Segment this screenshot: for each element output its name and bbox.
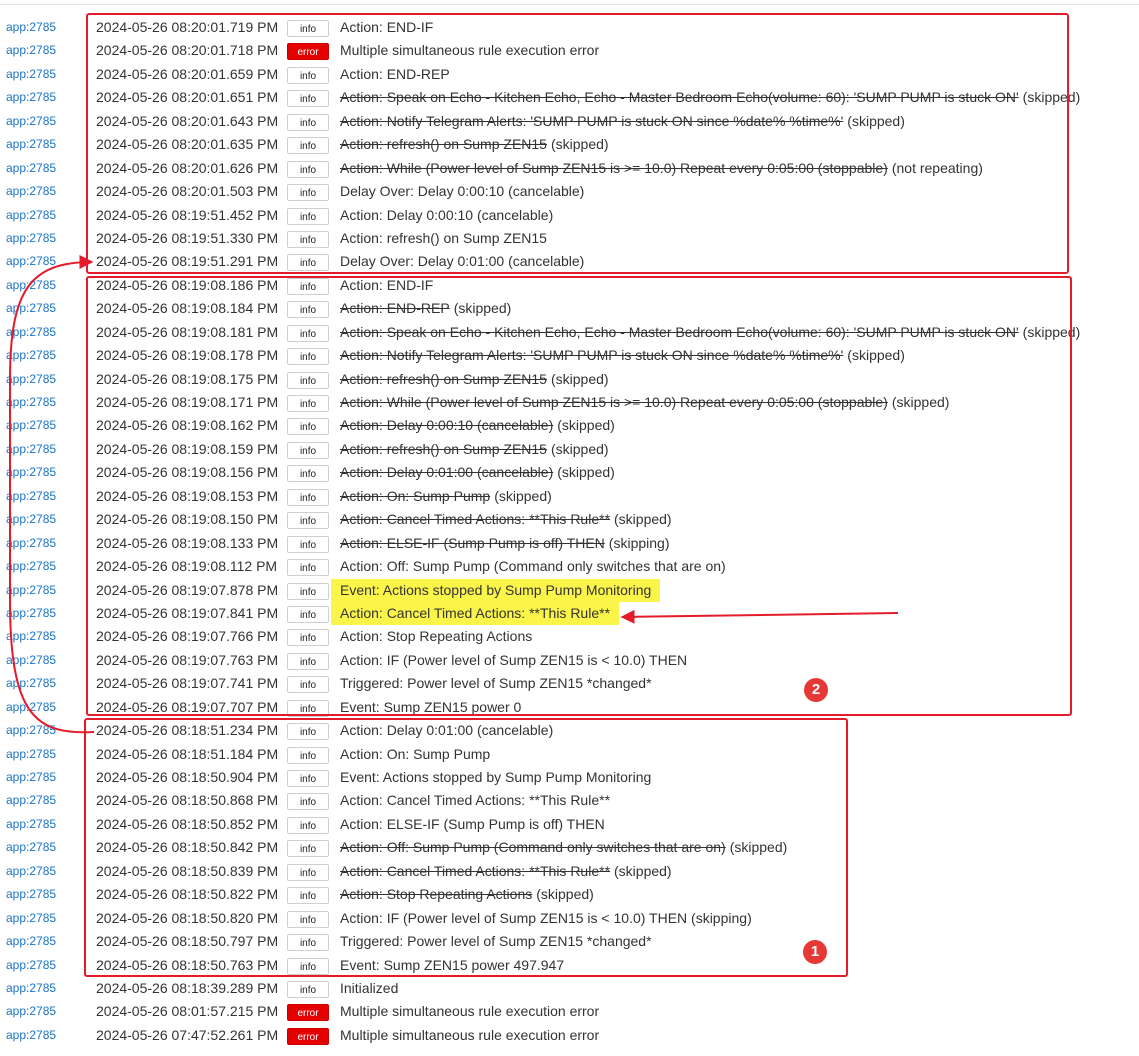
- log-timestamp: 2024-05-26 08:19:51.452 PM: [96, 206, 279, 223]
- message-text: Action: Speak on Echo - Kitchen Echo, Echo - Master Bedroom Echo(volume: 60): 'SUMP PUMP is stuck ON': [340, 89, 1019, 106]
- log-row: [0, 368, 1139, 391]
- log-message: [340, 1024, 599, 1047]
- log-row: [0, 813, 1139, 836]
- log-timestamp: 2024-05-26 08:19:07.841 PM: [96, 604, 279, 621]
- log-timestamp: 2024-05-26 08:19:07.766 PM: [96, 628, 279, 645]
- level-badge: info: [287, 231, 329, 248]
- message-text: Action: refresh() on Sump ZEN15: [340, 229, 547, 246]
- level-badge: info: [287, 67, 329, 84]
- log-row: [0, 836, 1139, 859]
- log-timestamp: 2024-05-26 08:19:08.156 PM: [96, 464, 279, 481]
- message-text: Action: END-REP: [340, 65, 450, 82]
- log-message: [340, 414, 615, 437]
- level-badge: error: [287, 1028, 329, 1045]
- app-link[interactable]: app:2785: [6, 629, 57, 644]
- log-row: [0, 157, 1139, 180]
- app-link[interactable]: app:2785: [6, 699, 57, 714]
- level-badge: info: [287, 840, 329, 857]
- log-row: [0, 438, 1139, 461]
- app-link[interactable]: app:2785: [6, 20, 57, 34]
- message-suffix: (skipped): [550, 440, 609, 457]
- app-link[interactable]: app:2785: [6, 863, 57, 878]
- log-message: [340, 274, 433, 297]
- log-timestamp: 2024-05-26 08:19:08.162 PM: [96, 417, 279, 434]
- level-badge: info: [287, 536, 329, 553]
- app-link[interactable]: app:2785: [6, 1027, 57, 1042]
- app-link[interactable]: app:2785: [6, 1004, 57, 1019]
- log-timestamp: 2024-05-26 08:19:08.184 PM: [96, 300, 279, 317]
- log-message: [340, 883, 594, 906]
- message-text: Action: END-IF: [340, 276, 434, 293]
- level-badge: error: [287, 43, 329, 60]
- log-row: [0, 907, 1139, 930]
- log-timestamp: 2024-05-26 08:19:07.878 PM: [96, 581, 279, 598]
- app-link[interactable]: app:2785: [6, 793, 57, 808]
- log-row: [0, 649, 1139, 672]
- app-link[interactable]: app:2785: [6, 230, 57, 245]
- level-badge: info: [287, 465, 329, 482]
- log-message: [340, 649, 687, 672]
- log-row: [0, 321, 1139, 344]
- log-timestamp: 2024-05-26 08:20:01.626 PM: [96, 159, 279, 176]
- message-text: Event: Actions stopped by Sump Pump Monitoring: [340, 769, 652, 785]
- log-message: [340, 321, 1080, 344]
- log-timestamp: 2024-05-26 08:18:50.763 PM: [96, 956, 279, 973]
- log-message: [340, 157, 983, 180]
- log-row: [0, 133, 1139, 156]
- message-text: Delay Over: Delay 0:00:10 (cancelable): [340, 183, 585, 200]
- log-message: [340, 1000, 599, 1023]
- message-text: Action: refresh() on Sump ZEN15: [340, 136, 547, 153]
- log-row: [0, 39, 1139, 62]
- level-badge: info: [287, 793, 329, 810]
- log-timestamp: 2024-05-26 08:19:51.330 PM: [96, 229, 279, 246]
- log-timestamp: 2024-05-26 08:18:50.868 PM: [96, 792, 279, 809]
- level-badge: info: [287, 700, 329, 717]
- message-text: Action: Notify Telegram Alerts: 'SUMP PUMP is stuck ON since %date% %time%': [340, 347, 844, 364]
- message-text: Action: Speak on Echo - Kitchen Echo, Echo - Master Bedroom Echo(volume: 60): 'SUMP PUMP is stuck ON': [340, 323, 1019, 340]
- message-suffix: (skipped): [550, 136, 609, 153]
- level-badge: info: [287, 161, 329, 178]
- log-row: [0, 1000, 1139, 1023]
- app-link[interactable]: app:2785: [6, 441, 57, 456]
- app-link[interactable]: app:2785: [6, 395, 57, 409]
- log-message: [340, 39, 599, 62]
- log-row: [0, 719, 1139, 742]
- log-message: [340, 860, 672, 883]
- log-row: [0, 86, 1139, 109]
- message-text: Action: Off: Sump Pump (Command only switches that are on): [340, 558, 726, 575]
- level-badge: info: [287, 981, 329, 998]
- log-message: [340, 532, 670, 555]
- app-link[interactable]: app:2785: [6, 301, 57, 316]
- message-suffix: (skipped): [536, 886, 594, 903]
- app-link[interactable]: app:2785: [6, 535, 57, 550]
- level-badge: info: [287, 911, 329, 928]
- message-text: Action: IF (Power level of Sump ZEN15 is < 10.0) THEN: [340, 651, 688, 668]
- log-message: [331, 602, 619, 625]
- log-message: [340, 297, 511, 320]
- log-row: [0, 555, 1139, 578]
- message-suffix: (skipped): [614, 511, 672, 528]
- level-badge: info: [287, 723, 329, 740]
- log-row: [0, 579, 1139, 602]
- level-badge: info: [287, 137, 329, 154]
- app-link[interactable]: app:2785: [6, 676, 57, 691]
- message-text: Action: While (Power level of Sump ZEN15 is >= 10.0) Repeat every 0:05:00 (stoppable): [340, 159, 888, 176]
- message-suffix: (skipped): [557, 464, 615, 481]
- app-link[interactable]: app:2785: [6, 66, 57, 81]
- log-timestamp: 2024-05-26 08:19:08.153 PM: [96, 487, 279, 504]
- message-text: Multiple simultaneous rule execution error: [340, 1026, 600, 1043]
- app-link[interactable]: app:2785: [6, 887, 57, 902]
- log-message: [340, 977, 398, 1000]
- app-link[interactable]: app:2785: [6, 371, 57, 386]
- level-badge: info: [287, 770, 329, 787]
- message-suffix: (skipped): [557, 417, 615, 434]
- app-link[interactable]: app:2785: [6, 324, 57, 339]
- app-link[interactable]: app:2785: [6, 512, 57, 527]
- log-row: [0, 16, 1139, 39]
- log-message: [340, 930, 652, 953]
- log-timestamp: 2024-05-26 08:20:01.643 PM: [96, 112, 279, 129]
- message-suffix: (skipped): [891, 394, 950, 410]
- log-row: [0, 789, 1139, 812]
- log-row: [0, 883, 1139, 906]
- app-link[interactable]: app:2785: [6, 43, 57, 58]
- log-message: [340, 391, 949, 414]
- log-message: [340, 110, 905, 133]
- log-timestamp: 2024-05-26 08:19:08.175 PM: [96, 370, 279, 387]
- log-row: [0, 344, 1139, 367]
- message-suffix: (skipped): [729, 839, 788, 856]
- app-link[interactable]: app:2785: [6, 207, 57, 222]
- app-link[interactable]: app:2785: [6, 559, 57, 574]
- log-timestamp: 2024-05-26 08:19:07.707 PM: [96, 698, 279, 715]
- log-message: [340, 672, 652, 695]
- log-timestamp: 2024-05-26 08:18:51.234 PM: [96, 722, 279, 739]
- message-suffix: (skipped): [614, 862, 672, 879]
- level-badge: info: [287, 583, 329, 600]
- message-suffix: (skipped): [1022, 89, 1081, 106]
- log-timestamp: 2024-05-26 08:18:50.822 PM: [96, 886, 279, 903]
- message-text: Triggered: Power level of Sump ZEN15 *changed*: [340, 933, 652, 950]
- app-link[interactable]: app:2785: [6, 840, 57, 855]
- log-timestamp: 2024-05-26 08:18:50.839 PM: [96, 862, 279, 879]
- log-timestamp: 2024-05-26 08:18:50.797 PM: [96, 933, 279, 950]
- message-text: Action: IF (Power level of Sump ZEN15 is < 10.0) THEN (skipping): [340, 909, 752, 926]
- message-text: Action: ELSE-IF (Sump Pump is off) THEN: [340, 815, 605, 832]
- log-timestamp: 2024-05-26 08:18:50.820 PM: [96, 909, 279, 926]
- level-badge: info: [287, 114, 329, 131]
- level-badge: info: [287, 184, 329, 201]
- log-message: [340, 86, 1080, 109]
- app-link[interactable]: app:2785: [6, 137, 57, 152]
- log-row: [0, 414, 1139, 437]
- level-badge: info: [287, 278, 329, 295]
- level-badge: error: [287, 1004, 329, 1021]
- log-message: [340, 813, 605, 836]
- log-row: [0, 766, 1139, 789]
- message-text: Action: Delay 0:01:00 (cancelable): [340, 464, 554, 481]
- log-row: [0, 461, 1139, 484]
- message-text: Event: Sump ZEN15 power 0: [340, 698, 522, 715]
- level-badge: info: [287, 817, 329, 834]
- level-badge: info: [287, 887, 329, 904]
- log-row: [0, 508, 1139, 531]
- message-text: Action: END-REP: [340, 300, 450, 317]
- log-timestamp: 2024-05-26 08:20:01.659 PM: [96, 65, 279, 82]
- log-timestamp: 2024-05-26 08:19:08.150 PM: [96, 511, 279, 528]
- log-timestamp: 2024-05-26 07:47:52.261 PM: [96, 1026, 279, 1043]
- log-row: [0, 625, 1139, 648]
- message-text: Action: Cancel Timed Actions: **This Rule**: [340, 604, 611, 621]
- message-text: Action: Cancel Timed Actions: **This Rule**: [340, 792, 611, 809]
- log-message: [331, 579, 660, 602]
- log-row: [0, 860, 1139, 883]
- log-row: [0, 227, 1139, 250]
- log-row: [0, 180, 1139, 203]
- log-timestamp: 2024-05-26 08:20:01.718 PM: [96, 42, 279, 59]
- level-badge: info: [287, 747, 329, 764]
- log-timestamp: 2024-05-26 08:01:57.215 PM: [96, 1003, 279, 1020]
- log-row: [0, 297, 1139, 320]
- app-link[interactable]: app:2785: [6, 957, 57, 972]
- message-text: Triggered: Power level of Sump ZEN15 *changed*: [340, 675, 652, 692]
- log-message: [340, 180, 584, 203]
- log-timestamp: 2024-05-26 08:19:07.741 PM: [96, 675, 279, 692]
- log-message: [340, 461, 615, 484]
- message-suffix: (skipped): [453, 300, 512, 317]
- log-timestamp: 2024-05-26 08:19:08.186 PM: [96, 276, 279, 293]
- app-link[interactable]: app:2785: [6, 488, 57, 503]
- log-row: [0, 204, 1139, 227]
- log-message: [340, 743, 490, 766]
- level-badge: info: [287, 90, 329, 107]
- message-suffix: (not repeating): [891, 159, 983, 176]
- app-link[interactable]: app:2785: [6, 418, 57, 433]
- level-badge: info: [287, 372, 329, 389]
- message-text: Action: Stop Repeating Actions: [340, 886, 533, 903]
- log-message: [340, 485, 552, 508]
- level-badge: info: [287, 512, 329, 529]
- log-row: [0, 954, 1139, 977]
- message-text: Action: Notify Telegram Alerts: 'SUMP PUMP is stuck ON since %date% %time%': [340, 112, 844, 129]
- log-message: [340, 438, 609, 461]
- log-row: [0, 930, 1139, 953]
- message-text: Action: Delay 0:00:10 (cancelable): [340, 417, 554, 434]
- log-message: [340, 907, 752, 930]
- app-link[interactable]: app:2785: [6, 160, 57, 175]
- app-link[interactable]: app:2785: [6, 277, 57, 292]
- app-link[interactable]: app:2785: [6, 348, 57, 363]
- log-message: [340, 227, 547, 250]
- message-suffix: (skipped): [1022, 323, 1081, 340]
- log-timestamp: 2024-05-26 08:18:50.852 PM: [96, 815, 279, 832]
- log-row: [0, 532, 1139, 555]
- log-message: [340, 16, 433, 39]
- log-row: [0, 602, 1139, 625]
- message-text: Action: On: Sump Pump: [340, 745, 491, 762]
- level-badge: info: [287, 20, 329, 37]
- log-row: [0, 485, 1139, 508]
- log-list: [0, 16, 1139, 1047]
- message-text: Action: refresh() on Sump ZEN15: [340, 370, 547, 387]
- message-text: Action: refresh() on Sump ZEN15: [340, 440, 547, 457]
- log-timestamp: 2024-05-26 08:18:51.184 PM: [96, 745, 279, 762]
- log-row: [0, 110, 1139, 133]
- message-text: Action: Off: Sump Pump (Command only switches that are on): [340, 839, 726, 856]
- message-text: Multiple simultaneous rule execution error: [340, 1003, 600, 1020]
- app-link[interactable]: app:2785: [6, 980, 57, 995]
- log-timestamp: 2024-05-26 08:18:39.289 PM: [96, 979, 279, 996]
- app-link[interactable]: app:2785: [6, 113, 57, 128]
- level-badge: info: [287, 958, 329, 975]
- log-message: [340, 555, 726, 578]
- log-row: [0, 743, 1139, 766]
- log-message: [340, 63, 450, 86]
- message-text: Action: ELSE-IF (Sump Pump is off) THEN: [340, 534, 605, 551]
- log-row: [0, 63, 1139, 86]
- log-row: [0, 672, 1139, 695]
- message-text: Multiple simultaneous rule execution error: [340, 42, 600, 59]
- level-badge: info: [287, 442, 329, 459]
- level-badge: info: [287, 208, 329, 225]
- message-text: Action: While (Power level of Sump ZEN15 is >= 10.0) Repeat every 0:05:00 (stoppable): [340, 394, 888, 410]
- message-text: Action: Cancel Timed Actions: **This Rule**: [340, 511, 611, 528]
- log-timestamp: 2024-05-26 08:19:08.171 PM: [96, 394, 279, 410]
- level-badge: info: [287, 559, 329, 576]
- message-text: Event: Actions stopped by Sump Pump Monitoring: [340, 581, 652, 598]
- app-link[interactable]: app:2785: [6, 254, 57, 269]
- log-message: [340, 766, 651, 789]
- message-suffix: (skipping): [608, 534, 670, 551]
- app-link[interactable]: app:2785: [6, 605, 57, 620]
- level-badge: info: [287, 864, 329, 881]
- message-suffix: (skipped): [550, 370, 609, 387]
- log-timestamp: 2024-05-26 08:19:08.133 PM: [96, 534, 279, 551]
- message-text: Action: END-IF: [340, 19, 434, 35]
- log-timestamp: 2024-05-26 08:19:51.291 PM: [96, 253, 279, 270]
- log-timestamp: 2024-05-26 08:19:08.112 PM: [96, 558, 278, 575]
- app-link[interactable]: app:2785: [6, 723, 57, 738]
- app-link[interactable]: app:2785: [6, 934, 57, 949]
- message-text: Event: Sump ZEN15 power 497.947: [340, 956, 565, 973]
- log-timestamp: 2024-05-26 08:18:50.904 PM: [96, 769, 279, 785]
- annotation-badge-2: 2: [804, 678, 828, 702]
- top-divider: [0, 4, 1139, 5]
- log-message: [340, 719, 553, 742]
- message-text: Action: On: Sump Pump: [340, 487, 491, 504]
- level-badge: info: [287, 934, 329, 951]
- log-message: [340, 204, 553, 227]
- app-link[interactable]: app:2785: [6, 770, 57, 784]
- log-row: [0, 696, 1139, 719]
- level-badge: info: [287, 395, 329, 412]
- message-suffix: (skipped): [847, 347, 905, 364]
- log-message: [340, 344, 905, 367]
- message-text: Action: Stop Repeating Actions: [340, 628, 533, 645]
- message-text: Action: Cancel Timed Actions: **This Rule**: [340, 862, 611, 879]
- level-badge: info: [287, 489, 329, 506]
- level-badge: info: [287, 629, 329, 646]
- log-timestamp: 2024-05-26 08:19:08.178 PM: [96, 347, 279, 364]
- log-timestamp: 2024-05-26 08:19:07.763 PM: [96, 651, 279, 668]
- log-message: [340, 789, 610, 812]
- log-row: [0, 274, 1139, 297]
- app-link[interactable]: app:2785: [6, 582, 57, 597]
- log-timestamp: 2024-05-26 08:20:01.635 PM: [96, 136, 279, 153]
- app-link[interactable]: app:2785: [6, 184, 57, 199]
- log-timestamp: 2024-05-26 08:20:01.651 PM: [96, 89, 279, 106]
- log-message: [340, 250, 584, 273]
- app-link[interactable]: app:2785: [6, 910, 57, 925]
- app-link[interactable]: app:2785: [6, 746, 57, 761]
- log-message: [340, 696, 521, 719]
- log-row: [0, 977, 1139, 1000]
- log-row: [0, 1024, 1139, 1047]
- log-row: [0, 391, 1139, 414]
- message-text: Initialized: [340, 979, 399, 996]
- level-badge: info: [287, 325, 329, 342]
- message-suffix: (skipped): [494, 487, 552, 504]
- level-badge: info: [287, 653, 329, 670]
- app-link[interactable]: app:2785: [6, 816, 57, 831]
- message-text: Delay Over: Delay 0:01:00 (cancelable): [340, 253, 585, 270]
- log-message: [340, 368, 609, 391]
- app-link[interactable]: app:2785: [6, 90, 57, 105]
- level-badge: info: [287, 418, 329, 435]
- log-message: [340, 836, 787, 859]
- annotation-badge-1: 1: [803, 940, 827, 964]
- log-row: [0, 250, 1139, 273]
- log-timestamp: 2024-05-26 08:20:01.719 PM: [96, 19, 279, 35]
- message-text: Action: Delay 0:01:00 (cancelable): [340, 722, 554, 739]
- log-message: [340, 954, 564, 977]
- level-badge: info: [287, 254, 329, 271]
- log-message: [340, 508, 672, 531]
- log-timestamp: 2024-05-26 08:20:01.503 PM: [96, 183, 279, 200]
- level-badge: info: [287, 301, 329, 318]
- app-link[interactable]: app:2785: [6, 465, 57, 480]
- level-badge: info: [287, 606, 329, 623]
- app-link[interactable]: app:2785: [6, 652, 57, 667]
- log-message: [340, 133, 609, 156]
- log-timestamp: 2024-05-26 08:19:08.159 PM: [96, 440, 279, 457]
- log-message: [340, 625, 532, 648]
- message-text: Action: Delay 0:00:10 (cancelable): [340, 206, 554, 223]
- level-badge: info: [287, 676, 329, 693]
- message-suffix: (skipped): [847, 112, 905, 129]
- log-timestamp: 2024-05-26 08:19:08.181 PM: [96, 323, 279, 340]
- level-badge: info: [287, 348, 329, 365]
- log-timestamp: 2024-05-26 08:18:50.842 PM: [96, 839, 279, 856]
